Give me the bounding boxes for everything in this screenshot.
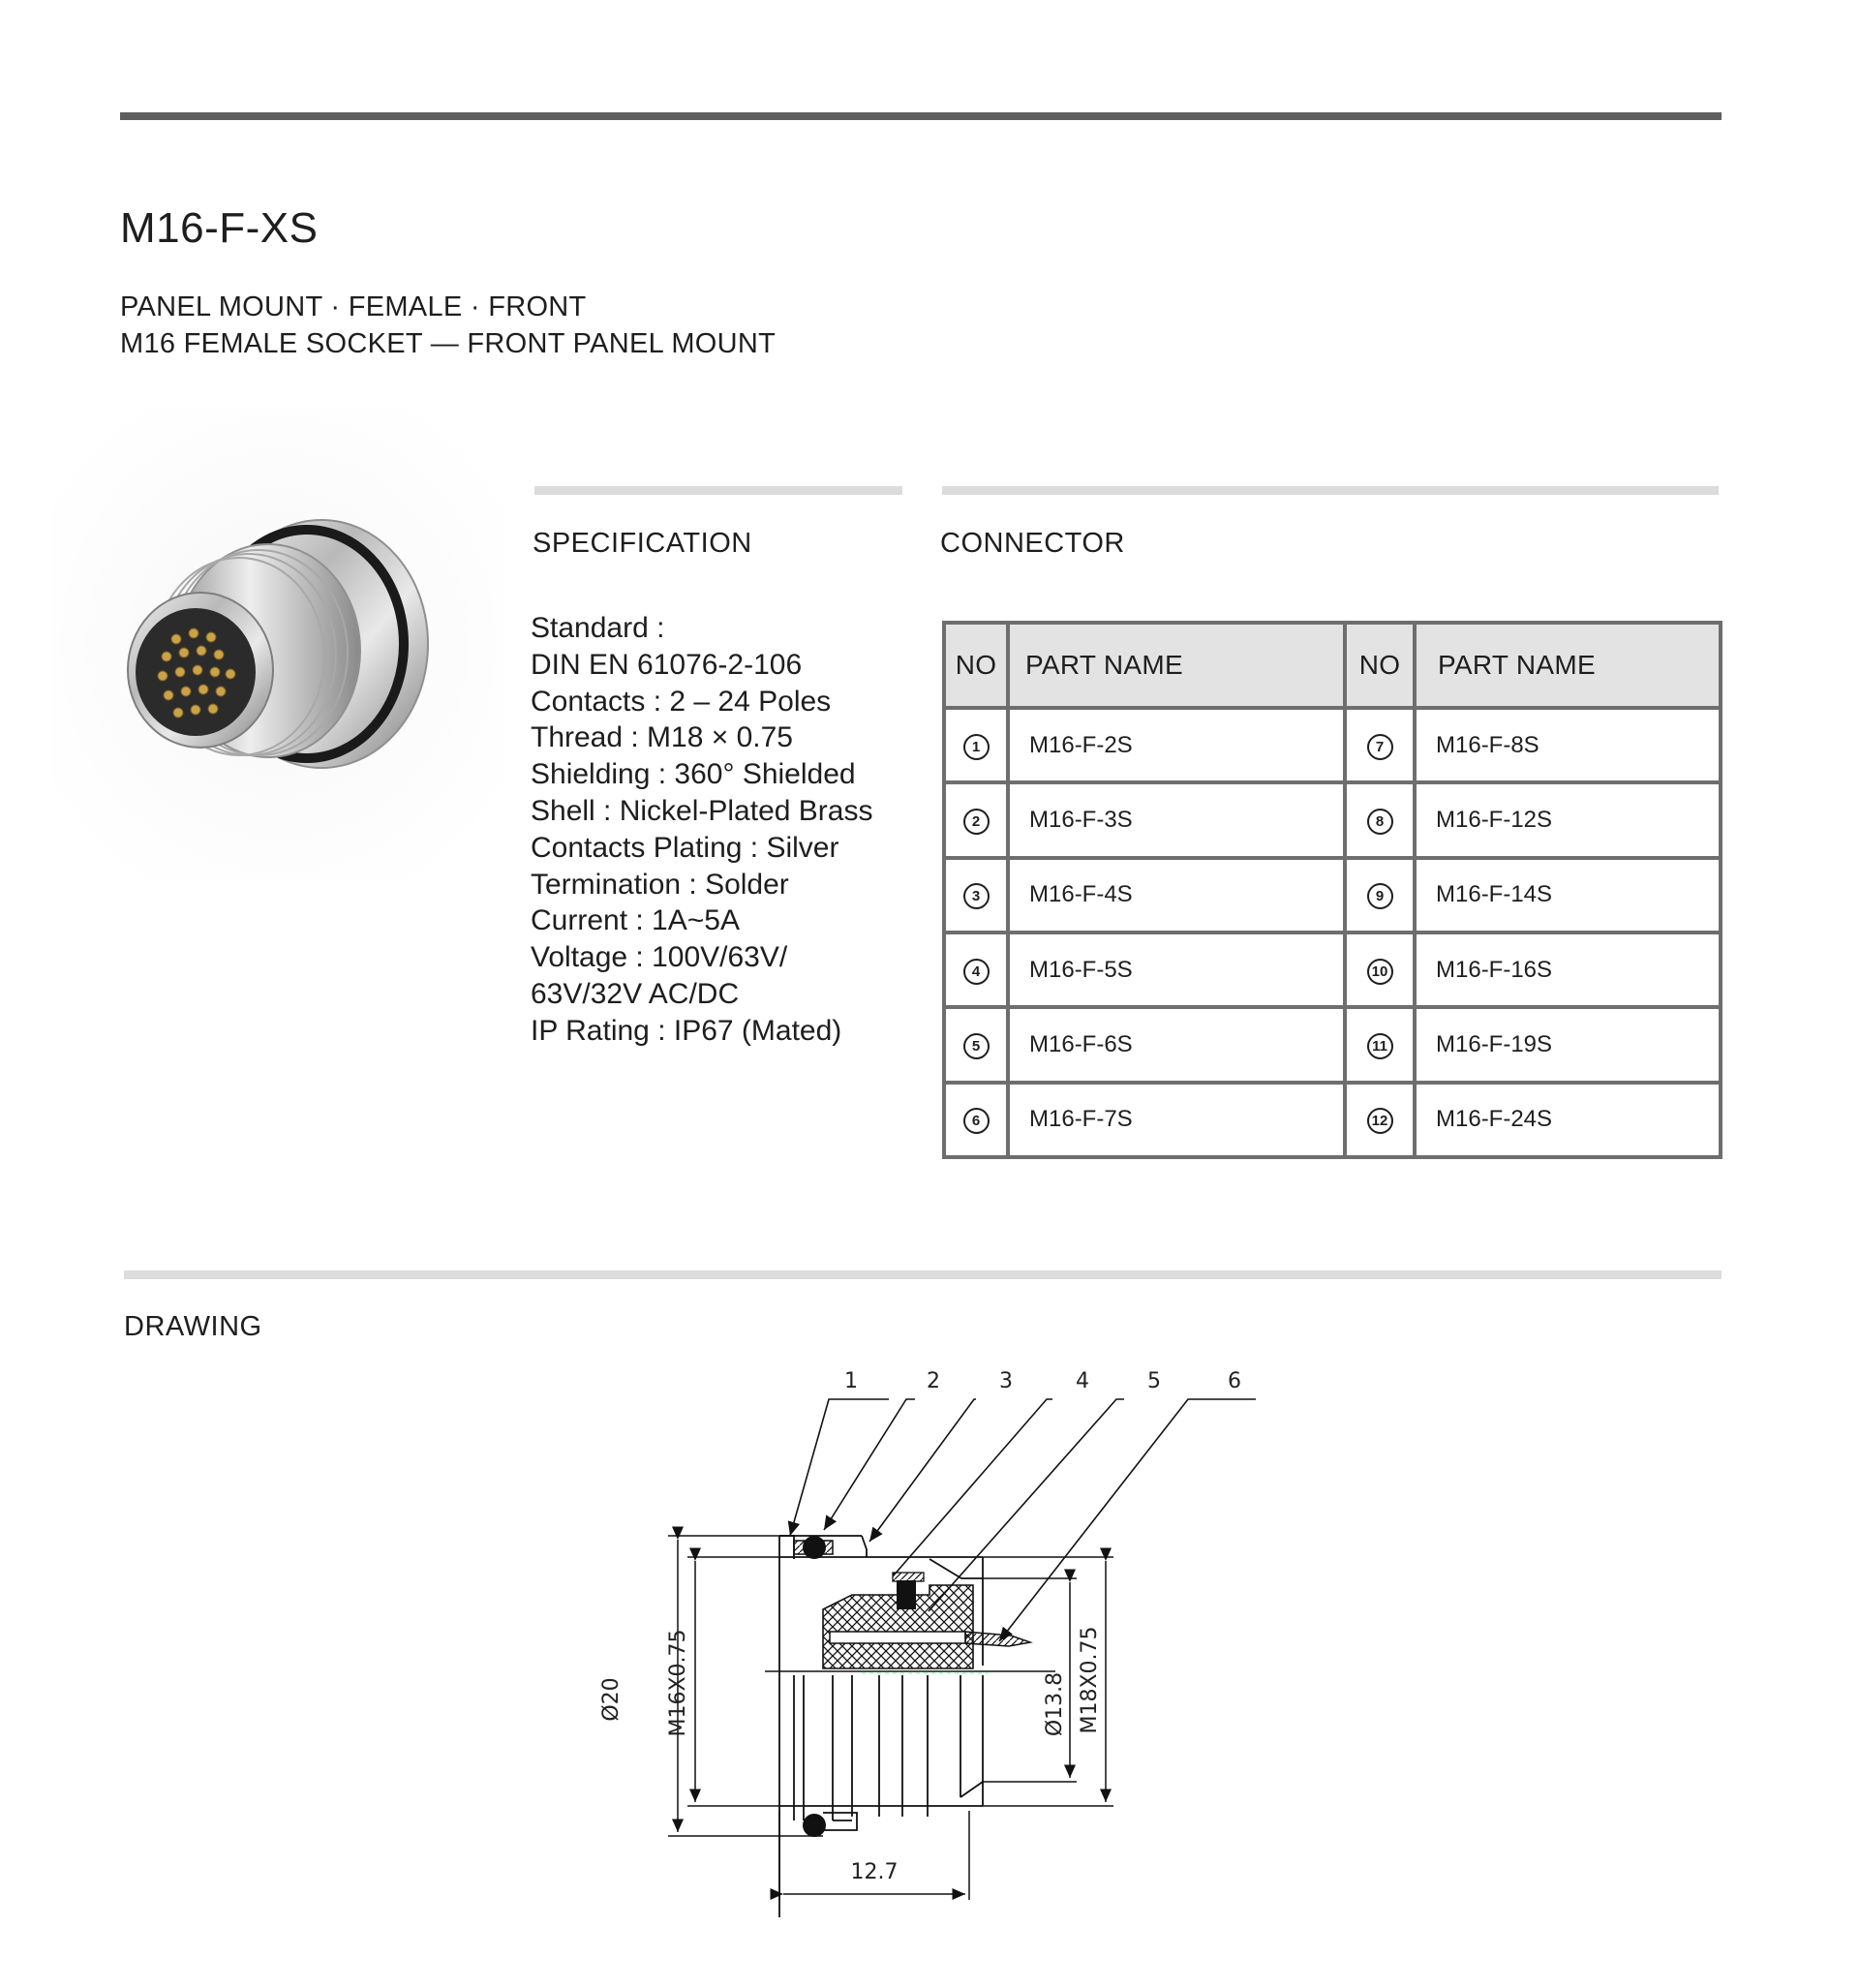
callout-6: 6	[1228, 1369, 1241, 1393]
table-row	[944, 1007, 1721, 1082]
dim-inner-diameter: Ø13.8	[1043, 1671, 1067, 1737]
col-part-left: PART NAME	[1008, 623, 1345, 708]
col-no-left: NO	[944, 623, 1008, 708]
connector-heading: CONNECTOR	[940, 528, 1125, 559]
product-photo	[50, 407, 505, 881]
callout-2: 2	[927, 1369, 940, 1393]
specification-list	[531, 610, 872, 1050]
connector-divider	[942, 486, 1719, 495]
part-name-cell: M16-F-4S	[1008, 858, 1345, 933]
product-title: M16-F-XS	[120, 204, 319, 252]
drawing-heading: DRAWING	[124, 1311, 262, 1342]
subtitle-line-2: M16 FEMALE SOCKET — FRONT PANEL MOUNT	[120, 328, 777, 359]
part-name-cell: M16-F-6S	[1008, 1007, 1345, 1082]
circled-number: 8	[1367, 809, 1393, 835]
top-divider	[120, 112, 1722, 120]
specification-heading: SPECIFICATION	[533, 528, 752, 559]
callout-1: 1	[844, 1369, 858, 1393]
table-row	[944, 1083, 1721, 1157]
spec-line: Thread : M18 × 0.75	[531, 721, 793, 754]
part-name-cell: M16-F-7S	[1008, 1083, 1345, 1157]
part-name-cell: M16-F-24S	[1415, 1083, 1721, 1157]
specification-divider	[534, 486, 902, 495]
part-name-cell: M16-F-8S	[1415, 708, 1721, 782]
table-row	[944, 782, 1721, 857]
spec-line: Shell : Nickel-Plated Brass	[531, 794, 873, 827]
col-part-right: PART NAME	[1415, 623, 1721, 708]
connector-table	[942, 621, 1722, 1159]
table-header-row	[944, 623, 1721, 708]
spec-line: Voltage : 100V/63V/	[531, 941, 788, 974]
part-name-cell: M16-F-14S	[1415, 858, 1721, 933]
dim-front-thread: M16X0.75	[666, 1629, 690, 1737]
technical-drawing	[542, 1356, 1317, 1917]
circled-number: 11	[1367, 1033, 1393, 1059]
circled-number: 1	[963, 734, 990, 760]
spec-line: DIN EN 61076-2-106	[531, 648, 803, 681]
callout-3: 3	[999, 1369, 1013, 1393]
callout-5: 5	[1147, 1369, 1161, 1393]
circled-number: 6	[963, 1108, 990, 1134]
spec-line: Contacts Plating : Silver	[531, 831, 839, 864]
circled-number: 10	[1367, 959, 1393, 985]
circled-number: 3	[963, 883, 990, 909]
circled-number: 2	[963, 809, 990, 835]
circled-number: 5	[963, 1033, 990, 1059]
dim-length: 12.7	[850, 1860, 899, 1884]
table-row	[944, 708, 1721, 782]
spec-line: IP Rating : IP67 (Mated)	[531, 1014, 842, 1047]
subtitle-line-1: PANEL MOUNT · FEMALE · FRONT	[120, 291, 587, 322]
drawing-divider	[124, 1270, 1722, 1279]
spec-line: Standard :	[531, 612, 665, 644]
dim-rear-thread: M18X0.75	[1078, 1626, 1102, 1734]
part-name-cell: M16-F-16S	[1415, 933, 1721, 1007]
part-name-cell: M16-F-3S	[1008, 782, 1345, 857]
spec-line: Contacts : 2 – 24 Poles	[531, 685, 832, 718]
spec-line: Termination : Solder	[531, 868, 789, 901]
part-name-cell: M16-F-19S	[1415, 1007, 1721, 1082]
circled-number: 7	[1367, 734, 1393, 760]
circled-number: 12	[1367, 1108, 1393, 1134]
circled-number: 4	[963, 959, 990, 985]
part-name-cell: M16-F-12S	[1415, 782, 1721, 857]
part-name-cell: M16-F-5S	[1008, 933, 1345, 1007]
spec-line: Shielding : 360° Shielded	[531, 758, 856, 791]
col-no-right: NO	[1345, 623, 1415, 708]
product-subtitle	[120, 289, 776, 362]
spec-line: Current : 1A~5A	[531, 904, 740, 937]
callout-4: 4	[1076, 1369, 1089, 1393]
spec-line: 63V/32V AC/DC	[531, 977, 740, 1010]
circled-number: 9	[1367, 883, 1393, 909]
part-name-cell: M16-F-2S	[1008, 708, 1345, 782]
table-row	[944, 858, 1721, 933]
dim-outer-diameter: Ø20	[599, 1677, 624, 1722]
table-row	[944, 933, 1721, 1007]
